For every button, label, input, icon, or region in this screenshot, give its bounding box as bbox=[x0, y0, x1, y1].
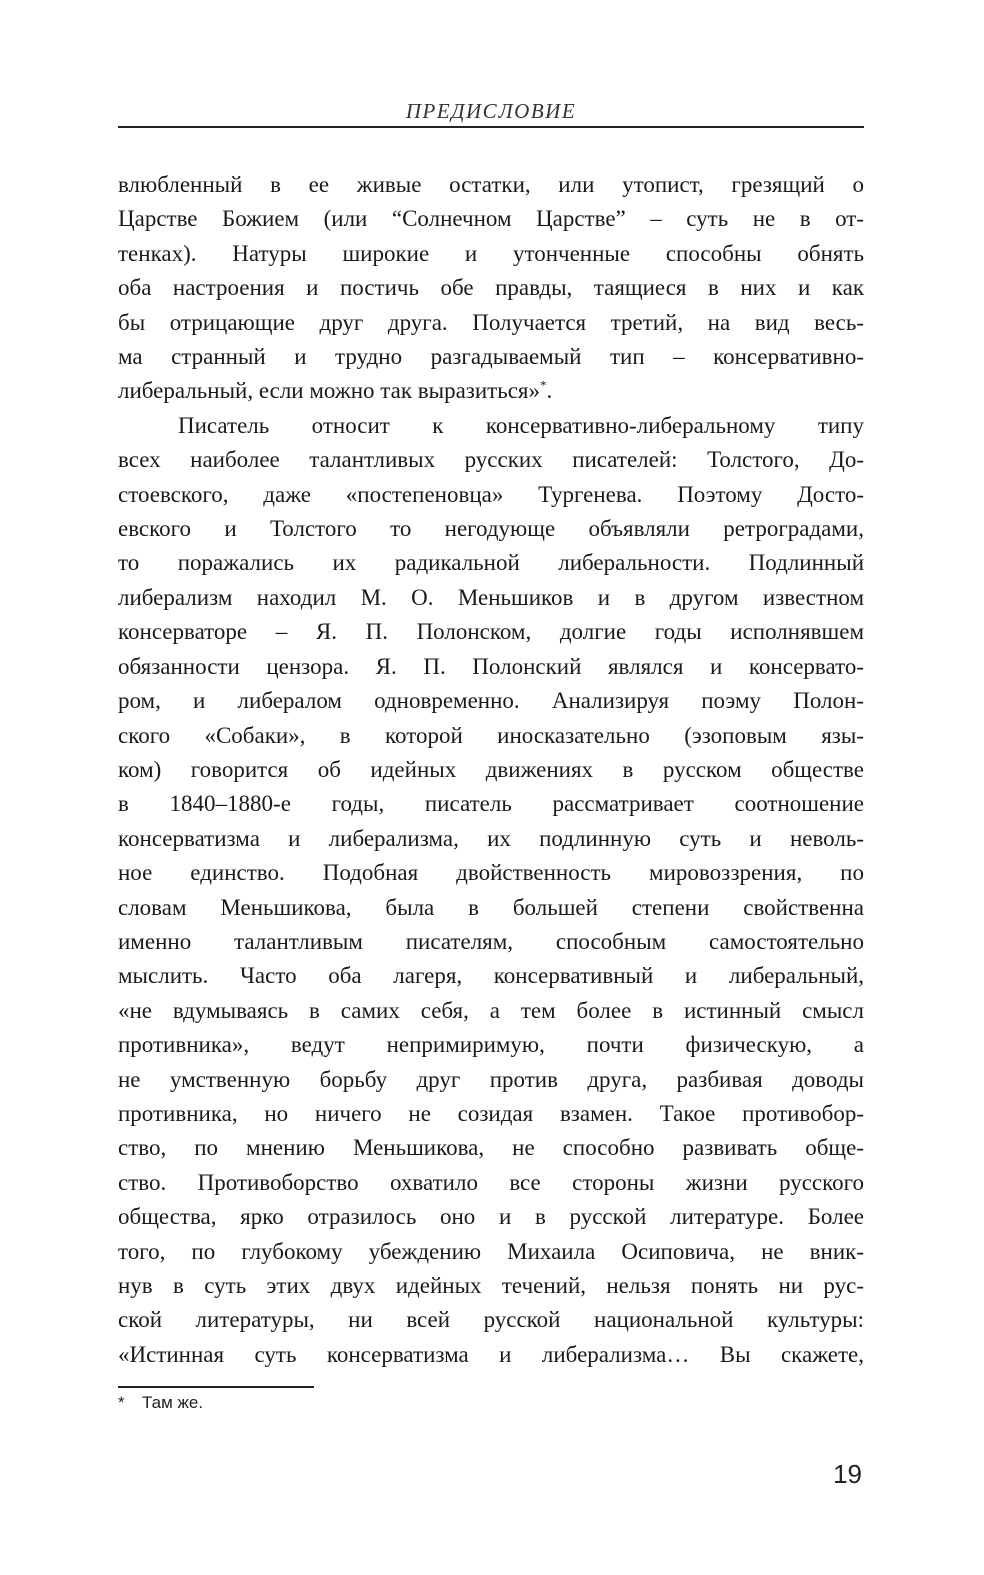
footnote-rule bbox=[118, 1386, 314, 1388]
text-line: нув в суть этих двух идейных течений, нельзя понять ни рус- bbox=[118, 1273, 864, 1298]
footnote-reference[interactable]: * bbox=[540, 377, 547, 393]
text-line: ской литературы, ни всей русской национальной культуры: bbox=[118, 1307, 864, 1333]
text-line: тенках). Натуры широкие и утонченные способны обнять bbox=[118, 240, 864, 266]
text-line: ство. Противоборство охватило все стороны жизни русского bbox=[118, 1169, 864, 1195]
footnote bbox=[118, 1393, 203, 1413]
text-line: того, по глубокому убеждению Михаила Осиповича, не вник- bbox=[118, 1238, 864, 1264]
page-number: 19 bbox=[833, 1459, 862, 1489]
text-line: мыслить. Часто оба лагеря, консервативный и либеральный, bbox=[118, 963, 864, 989]
text-line: евского и Толстого то негодующе объявляли ретроградами, bbox=[118, 516, 864, 542]
text-line-tail: . bbox=[546, 378, 553, 404]
header-rule bbox=[118, 126, 864, 128]
text-line: влюбленный в ее живые остатки, или утопист, грезящий о bbox=[118, 172, 864, 197]
text-line: Писатель относит к консервативно-либеральному типу bbox=[178, 412, 864, 438]
text-line: словам Меньшикова, была в большей степени свойственна bbox=[118, 894, 864, 920]
text-line: консерватизма и либерализма, их подлинную суть и неволь- bbox=[118, 825, 864, 851]
body-text bbox=[118, 168, 864, 1372]
text-line: ского «Собаки», в которой иносказательно (эзоповым язы- bbox=[118, 722, 864, 748]
paragraph-1 bbox=[118, 168, 864, 409]
text-line: общества, ярко отразилось оно и в русской литературе. Более bbox=[118, 1204, 864, 1230]
text-line: всех наиболее талантливых русских писателей: Толстого, До- bbox=[118, 447, 864, 473]
text-line: либерализм находил М. О. Меньшиков и в другом известном bbox=[118, 584, 864, 610]
footnote-text: Там же. bbox=[142, 1393, 204, 1412]
text-line: то поражались их радикальной либеральности. Подлинный bbox=[118, 550, 864, 576]
text-line: «Истинная суть консерватизма и либерализма… Вы скажете, bbox=[118, 1341, 864, 1367]
text-line: бы отрицающие друг друга. Получается третий, на вид весь- bbox=[118, 309, 864, 335]
paragraph-2 bbox=[118, 409, 864, 1372]
footnote-mark: * bbox=[118, 1393, 125, 1412]
text-line: Царстве Божием (или “Солнечном Царстве” – суть не в от- bbox=[118, 206, 864, 232]
text-line: ром, и либералом одновременно. Анализируя поэму Полон- bbox=[118, 688, 864, 714]
text-line: в 1840–1880-е годы, писатель рассматривает соотношение bbox=[118, 791, 864, 817]
text-line: консерваторе – Я. П. Полонском, долгие годы исполнявшем bbox=[118, 619, 864, 645]
text-line: ное единство. Подобная двойственность мировоззрения, по bbox=[118, 860, 864, 886]
text-line-last bbox=[118, 374, 864, 408]
text-line: обязанности цензора. Я. П. Полонский являлся и консервато- bbox=[118, 653, 864, 679]
text-line: именно талантливым писателям, способным самостоятельно bbox=[118, 928, 864, 954]
text-line: не умственную борьбу друг против друга, разбивая доводы bbox=[118, 1066, 864, 1092]
text-line-content: либеральный, если можно так выразиться» bbox=[118, 378, 541, 404]
text-line: противника, но ничего не созидая взамен. Такое противобор- bbox=[118, 1100, 864, 1126]
text-line: оба настроения и постичь обе правды, таящиеся в них и как bbox=[118, 275, 864, 301]
text-line: стоевского, даже «постепеновца» Тургенева. Поэтому Досто- bbox=[118, 481, 864, 507]
running-title: ПРЕДИСЛОВИЕ bbox=[405, 99, 577, 123]
text-line: противника», ведут непримиримую, почти физическую, а bbox=[118, 1032, 864, 1058]
text-line: ком) говорится об идейных движениях в русском обществе bbox=[118, 756, 864, 782]
text-line: «не вдумываясь в самих себя, а тем более в истинный смысл bbox=[118, 997, 864, 1023]
text-line: ма странный и трудно разгадываемый тип – консервативно- bbox=[118, 344, 864, 370]
text-line: ство, по мнению Меньшикова, не способно развивать обще- bbox=[118, 1135, 864, 1161]
